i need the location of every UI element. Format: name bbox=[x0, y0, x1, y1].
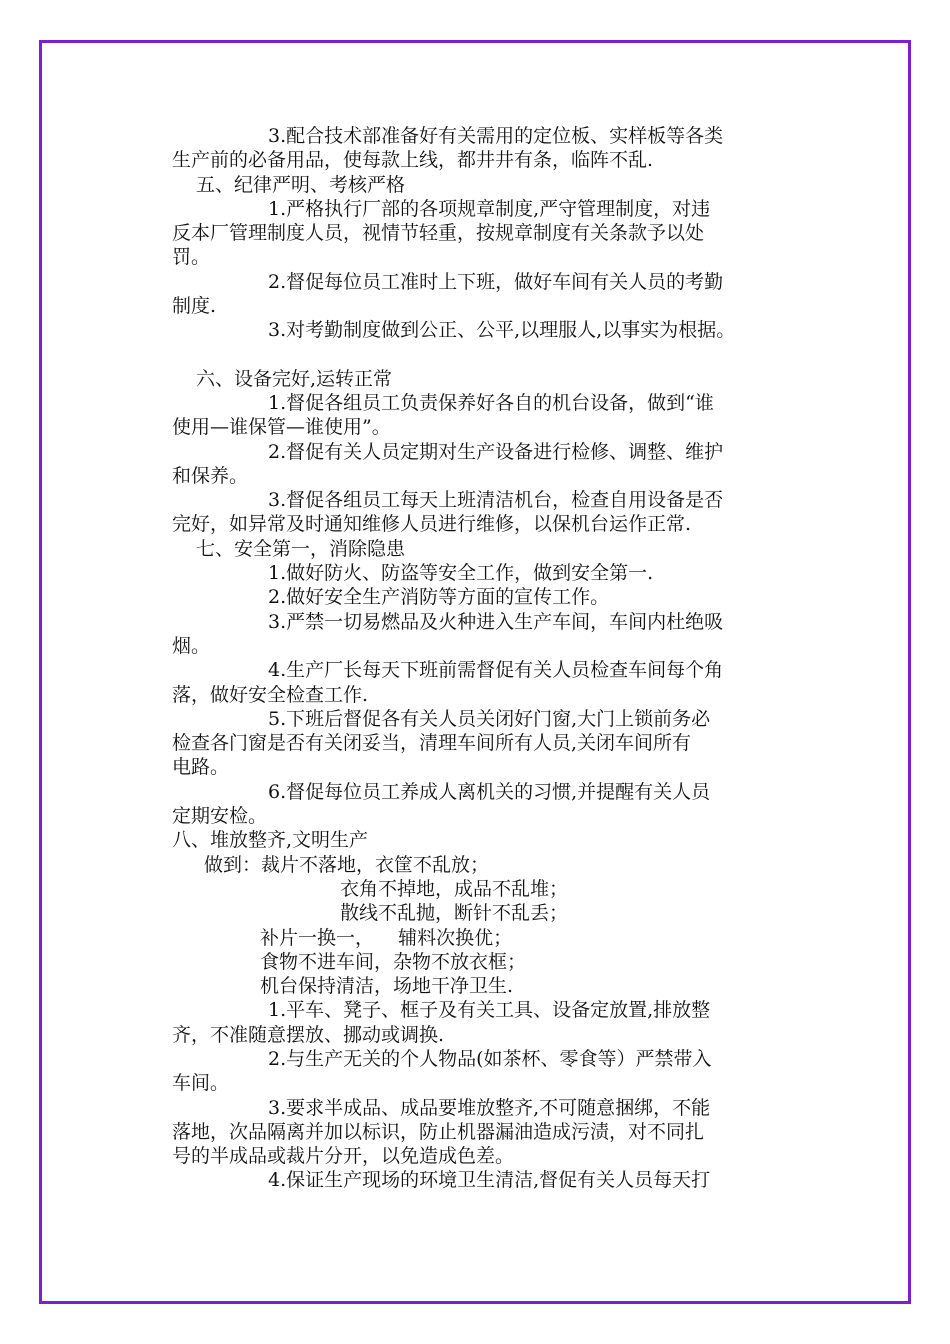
blank-line bbox=[172, 343, 822, 367]
paragraph-line: 罚。 bbox=[172, 246, 211, 269]
paragraph-line: 落，做好安全检查工作. bbox=[172, 683, 369, 706]
paragraph-line: 齐，不准随意摆放、挪动或调换. bbox=[172, 1023, 445, 1046]
paragraph-line: 生产前的必备用品，使每款上线，都井井有条，临阵不乱. bbox=[172, 149, 654, 172]
paragraph-line: 4.生产厂长每天下班前需督促有关人员检查车间每个角 bbox=[268, 659, 724, 682]
paragraph-line: 车间。 bbox=[172, 1072, 230, 1095]
section-heading: 五、纪律严明、考核严格 bbox=[196, 173, 406, 196]
paragraph-line: 2.做好安全生产消防等方面的宣传工作。 bbox=[268, 586, 610, 609]
paragraph-line: 反本厂管理制度人员，视情节轻重，按规章制度有关条款予以处 bbox=[172, 222, 705, 245]
paragraph-line: 3.督促各组员工每天上班清洁机台，检查自用设备是否 bbox=[268, 489, 724, 512]
paragraph-line: 1.平车、凳子、框子及有关工具、设备定放置,排放整 bbox=[268, 999, 711, 1022]
paragraph-line: 3.对考勤制度做到公正、公平,以理服人,以事实为根据。 bbox=[268, 319, 736, 342]
paragraph-line: 完好，如异常及时通知维修人员进行维修，以保机台运作正常. bbox=[172, 513, 692, 536]
paragraph-line: 使用—谁保管—谁使用”。 bbox=[172, 416, 391, 439]
paragraph-line: 衣角不掉地，成品不乱堆； bbox=[340, 877, 569, 900]
section-heading: 六、设备完好,运转正常 bbox=[196, 367, 393, 390]
paragraph-line: 3.配合技术部准备好有关需用的定位板、实样板等各类 bbox=[268, 125, 724, 147]
paragraph-line: 6.督促每位员工养成人离机关的习惯,并提醒有关人员 bbox=[268, 780, 711, 803]
paragraph-line: 补片一换一， 辅料次换优； bbox=[260, 926, 513, 949]
section-heading: 八、堆放整齐,文明生产 bbox=[172, 829, 369, 852]
paragraph-line: 烟。 bbox=[172, 634, 211, 657]
document-body bbox=[172, 124, 822, 1193]
paragraph-line: 和保养。 bbox=[172, 464, 249, 487]
paragraph-line: 1.严格执行厂部的各项规章制度,严守管理制度，对违 bbox=[268, 197, 711, 220]
paragraph-line: 电路。 bbox=[172, 756, 230, 779]
paragraph-line: 2.督促有关人员定期对生产设备进行检修、调整、维护 bbox=[268, 440, 724, 463]
paragraph-line: 3.严禁一切易燃品及火种进入生产车间，车间内杜绝吸 bbox=[268, 610, 724, 633]
section-heading: 七、安全第一，消除隐患 bbox=[196, 537, 406, 560]
paragraph-line: 食物不进车间，杂物不放衣框； bbox=[260, 950, 527, 973]
paragraph-line: 3.要求半成品、成品要堆放整齐,不可随意捆绑，不能 bbox=[268, 1096, 711, 1119]
paragraph-line: 定期安检。 bbox=[172, 805, 268, 828]
paragraph-line: 散线不乱抛，断针不乱丢； bbox=[340, 902, 569, 925]
paragraph-line: 机台保持清洁，场地干净卫生. bbox=[260, 975, 514, 998]
paragraph-line: 1.做好防火、防盗等安全工作，做到安全第一. bbox=[268, 562, 654, 585]
paragraph-line: 4.保证生产现场的环境卫生清洁,督促有关人员每天打 bbox=[268, 1169, 711, 1192]
paragraph-line: 做到：裁片不落地，衣筐不乱放； bbox=[204, 853, 490, 876]
paragraph-line: 制度. bbox=[172, 295, 217, 318]
paragraph-line: 落地，次品隔离并加以标识，防止机器漏油造成污渍，对不同扎 bbox=[172, 1120, 705, 1143]
paragraph-line: 5.下班后督促各有关人员关闭好门窗,大门上锁前务必 bbox=[268, 707, 711, 730]
paragraph-line: 2.与生产无关的个人物品(如茶杯、零食等）严禁带入 bbox=[268, 1047, 712, 1070]
paragraph-line: 1.督促各组员工负责保养好各自的机台设备，做到“谁 bbox=[268, 391, 714, 414]
paragraph-line: 2.督促每位员工准时上下班，做好车间有关人员的考勤 bbox=[268, 270, 724, 293]
paragraph-line: 号的半成品或裁片分开，以免造成色差。 bbox=[172, 1145, 515, 1168]
paragraph-line: 检查各门窗是否有关闭妥当，清理车间所有人员,关闭车间所有 bbox=[172, 732, 692, 755]
